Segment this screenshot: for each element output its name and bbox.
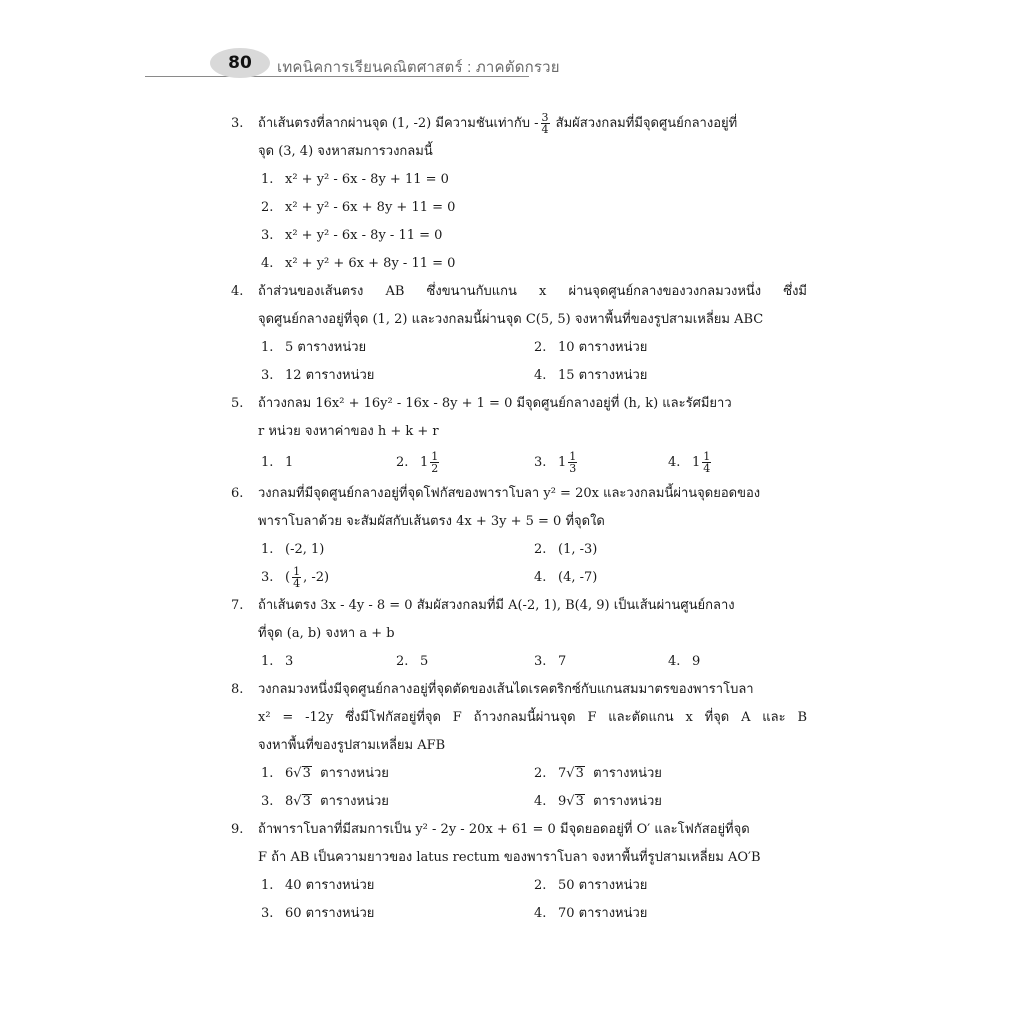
option-number: 3. [534, 455, 547, 470]
question-3 [231, 110, 807, 278]
option-1 [261, 648, 293, 676]
option-text: 60 ตารางหน่วย [285, 906, 375, 921]
option-text: , -2) [303, 570, 330, 585]
option-2 [396, 446, 441, 480]
question-text: r หน่วย จงหาค่าของ h + k + r [258, 424, 439, 439]
option-number: 1. [261, 766, 274, 781]
option-text: 15 ตารางหน่วย [558, 368, 648, 383]
option-3 [261, 788, 389, 816]
option-number: 4. [534, 794, 547, 809]
option-3 [261, 362, 374, 390]
option-text: 10 ตารางหน่วย [558, 340, 648, 355]
question-text: จุด (3, 4) จงหาสมการวงกลมนี้ [258, 144, 433, 159]
option-4 [261, 250, 455, 278]
option-2 [396, 648, 428, 676]
option-text: 3 [285, 654, 294, 669]
option-text: 50 ตารางหน่วย [558, 878, 648, 893]
sqrt-symbol: √3 [293, 766, 311, 781]
radicand: 3 [302, 794, 311, 809]
option-number: 1. [261, 340, 274, 355]
option-coef: 9 [558, 794, 567, 809]
option-number: 4. [534, 906, 547, 921]
radicand: 3 [575, 794, 584, 809]
question-text: x² = -12y ซึ่งมีโฟกัสอยู่ที่จุด F ถ้าวงกลมนี้ผ่านจุด F และตัดแกน x ที่จุด A และ B [258, 710, 807, 725]
fraction-numerator: 1 [293, 565, 301, 578]
option-unit: ตารางหน่วย [593, 766, 662, 781]
option-4 [534, 788, 662, 816]
radicand: 3 [575, 766, 584, 781]
option-text: ( [285, 570, 291, 585]
option-1 [261, 536, 324, 564]
option-number: 2. [534, 542, 547, 557]
option-2 [534, 334, 647, 362]
sqrt-symbol: √3 [566, 766, 584, 781]
option-3 [261, 564, 329, 592]
option-coef: 8 [285, 794, 294, 809]
question-text: สัมผัสวงกลมที่มีจุดศูนย์กลางอยู่ที่ [555, 116, 738, 131]
question-number: 7. [231, 598, 244, 613]
option-text: (4, -7) [558, 570, 598, 585]
question-text: วงกลมที่มีจุดศูนย์กลางอยู่ที่จุดโฟกัสของพาราโบลา y² = 20x และวงกลมนี้ผ่านจุดยอดของ [258, 486, 761, 501]
option-fraction [702, 451, 711, 474]
option-text: (1, -3) [558, 542, 598, 557]
option-text: x² + y² - 6x + 8y + 11 = 0 [285, 200, 456, 215]
question-5 [231, 390, 807, 480]
option-text: 70 ตารางหน่วย [558, 906, 648, 921]
option-number: 3. [534, 654, 547, 669]
question-text: ถ้าวงกลม 16x² + 16y² - 16x - 8y + 1 = 0 มีจุดศูนย์กลางอยู่ที่ (h, k) และรัศมียาว [258, 396, 732, 411]
option-text: 5 [420, 654, 429, 669]
sqrt-symbol: √3 [566, 794, 584, 809]
fraction-numerator: 1 [431, 450, 439, 463]
option-text: 5 ตารางหน่วย [285, 340, 367, 355]
option-fraction [568, 451, 577, 474]
question-number: 4. [231, 284, 244, 299]
question-number: 5. [231, 396, 244, 411]
option-coef: 6 [285, 766, 294, 781]
running-title: เทคนิคการเรียนคณิตศาสตร์ : ภาคตัดกรวย [277, 59, 560, 76]
option-text: x² + y² + 6x + 8y - 11 = 0 [285, 256, 456, 271]
option-1 [261, 334, 366, 362]
option-number: 3. [261, 570, 274, 585]
question-text: จงหาพื้นที่ของรูปสามเหลี่ยม AFB [258, 738, 446, 753]
option-text: 12 ตารางหน่วย [285, 368, 375, 383]
option-text: x² + y² - 6x - 8y - 11 = 0 [285, 228, 443, 243]
question-number: 3. [231, 116, 244, 131]
question-text: พาราโบลาด้วย จะสัมผัสกับเส้นตรง 4x + 3y + 5 = 0 ที่จุดใด [258, 514, 605, 529]
option-4 [534, 900, 647, 928]
option-number: 3. [261, 906, 274, 921]
option-text: 7 [558, 654, 567, 669]
option-number: 1. [261, 878, 274, 893]
fraction-numerator: 3 [541, 111, 549, 124]
option-number: 1. [261, 172, 274, 187]
option-4 [534, 564, 597, 592]
question-list [231, 110, 807, 928]
page-number-text: 80 [228, 53, 252, 73]
option-1 [261, 446, 293, 480]
fraction-denominator: 4 [293, 577, 301, 590]
option-fraction [430, 451, 439, 474]
option-number: 1. [261, 542, 274, 557]
option-text: 9 [692, 654, 701, 669]
option-1 [261, 872, 374, 900]
option-2 [261, 194, 455, 222]
option-number: 3. [261, 794, 274, 809]
fraction-numerator: 1 [703, 450, 711, 463]
option-number: 2. [396, 455, 409, 470]
option-unit: ตารางหน่วย [593, 794, 662, 809]
question-text: วงกลมวงหนึ่งมีจุดศูนย์กลางอยู่ที่จุดตัดของเส้นไดเรคตริกซ์กับแกนสมมาตรของพาราโบลา [258, 682, 754, 697]
option-4 [668, 648, 700, 676]
option-4 [534, 362, 647, 390]
fraction-denominator: 2 [431, 462, 439, 475]
option-2 [534, 872, 647, 900]
option-number: 3. [261, 228, 274, 243]
option-number: 1. [261, 654, 274, 669]
option-2 [534, 536, 597, 564]
question-text: ถ้าเส้นตรงที่ลากผ่านจุด (1, -2) มีความชันเท่ากับ - [258, 116, 539, 131]
question-8 [231, 676, 807, 816]
question-text: ถ้าส่วนของเส้นตรง AB ซึ่งขนานกับแกน x ผ่านจุดศูนย์กลางของวงกลมวงหนึ่ง ซึ่งมี [258, 284, 807, 299]
option-number: 2. [534, 340, 547, 355]
question-number: 8. [231, 682, 244, 697]
fraction-denominator: 3 [569, 462, 577, 475]
fraction-denominator: 4 [541, 123, 549, 136]
option-text: (-2, 1) [285, 542, 325, 557]
option-number: 2. [261, 200, 274, 215]
option-number: 4. [534, 368, 547, 383]
option-4 [668, 446, 713, 480]
option-1 [261, 166, 449, 194]
option-1 [261, 760, 389, 788]
page-number [210, 48, 270, 78]
option-3 [261, 900, 374, 928]
option-text: 40 ตารางหน่วย [285, 878, 375, 893]
option-3 [534, 446, 579, 480]
option-number: 4. [668, 455, 681, 470]
option-unit: ตารางหน่วย [320, 794, 389, 809]
option-whole: 1 [558, 455, 567, 470]
option-whole: 1 [420, 455, 429, 470]
question-text: ถ้าพาราโบลาที่มีสมการเป็น y² - 2y - 20x + 61 = 0 มีจุดยอดอยู่ที่ O′ และโฟกัสอยู่ที่จุด [258, 822, 750, 837]
option-text: x² + y² - 6x - 8y + 11 = 0 [285, 172, 449, 187]
question-7 [231, 592, 807, 676]
option-fraction [292, 566, 301, 589]
option-number: 4. [668, 654, 681, 669]
option-text: 1 [285, 455, 294, 470]
question-text: จุดศูนย์กลางอยู่ที่จุด (1, 2) และวงกลมนี้ผ่านจุด C(5, 5) จงหาพื้นที่ของรูปสามเหลี่ยม ABC [258, 312, 764, 327]
option-number: 4. [261, 256, 274, 271]
option-number: 1. [261, 455, 274, 470]
option-number: 2. [534, 766, 547, 781]
fraction-numerator: 1 [569, 450, 577, 463]
option-number: 4. [534, 570, 547, 585]
fraction-denominator: 4 [703, 462, 711, 475]
option-number: 2. [396, 654, 409, 669]
question-text: ที่จุด (a, b) จงหา a + b [258, 626, 395, 641]
question-text: F ถ้า AB เป็นความยาวของ latus rectum ของพาราโบลา จงหาพื้นที่รูปสามเหลี่ยม AO′B [258, 850, 761, 865]
sqrt-symbol: √3 [293, 794, 311, 809]
option-number: 2. [534, 878, 547, 893]
question-4 [231, 278, 807, 390]
option-3 [261, 222, 442, 250]
option-whole: 1 [692, 455, 701, 470]
question-number: 6. [231, 486, 244, 501]
option-unit: ตารางหน่วย [320, 766, 389, 781]
option-2 [534, 760, 662, 788]
slope-fraction [541, 112, 550, 135]
option-coef: 7 [558, 766, 567, 781]
option-number: 3. [261, 368, 274, 383]
option-3 [534, 648, 566, 676]
question-9 [231, 816, 807, 928]
question-number: 9. [231, 822, 244, 837]
radicand: 3 [302, 766, 311, 781]
question-text: ถ้าเส้นตรง 3x - 4y - 8 = 0 สัมผัสวงกลมที่มี A(-2, 1), B(4, 9) เป็นเส้นผ่านศูนย์กลาง [258, 598, 735, 613]
question-6 [231, 480, 807, 592]
